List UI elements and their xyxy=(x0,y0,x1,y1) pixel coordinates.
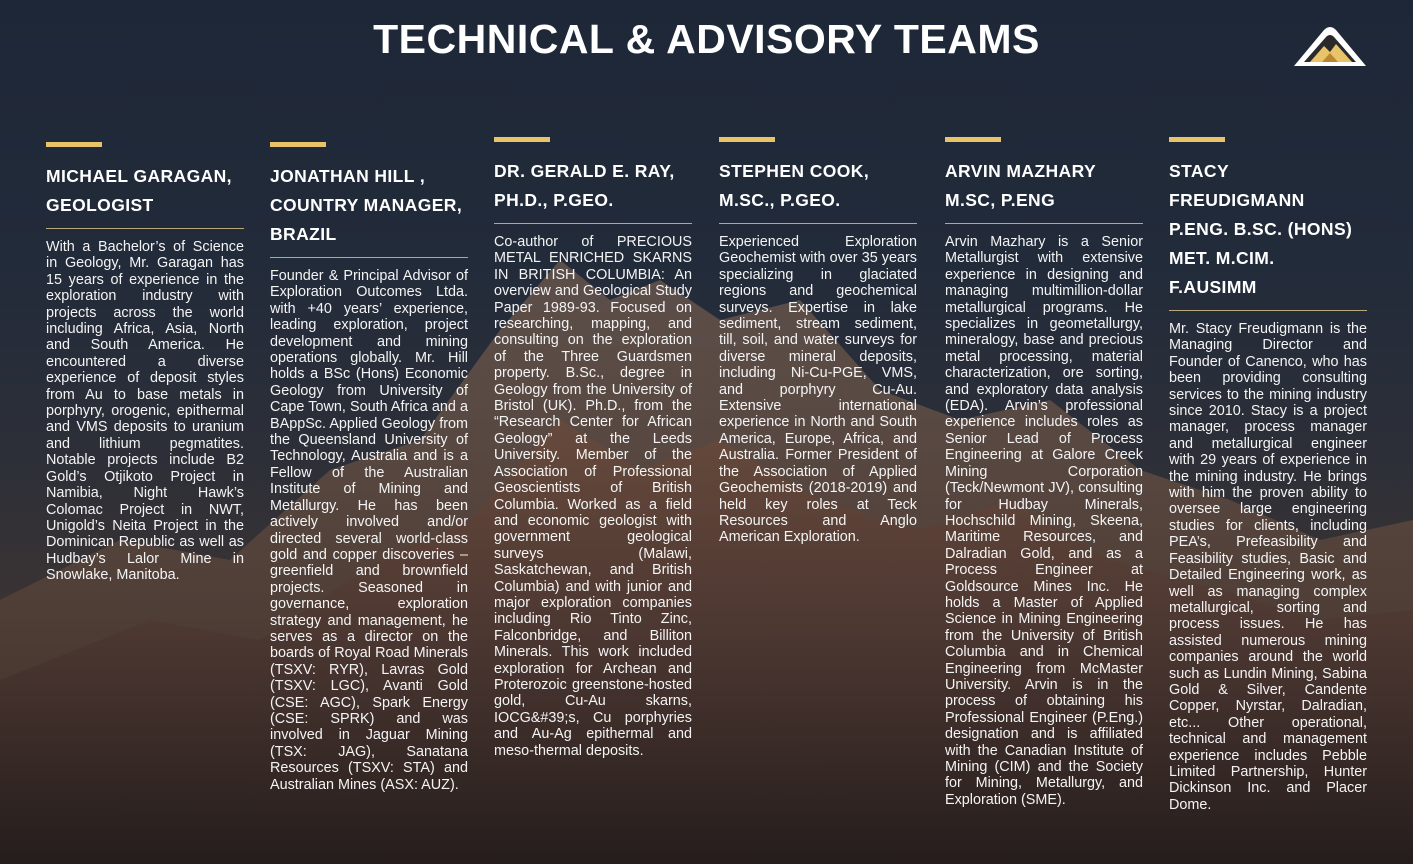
page-title: TECHNICAL & ADVISORY TEAMS xyxy=(373,16,1040,62)
member-bio: Co-author of PRECIOUS METAL ENRICHED SKARNS IN BRITISH COLUMBIA: An overview and Geological Study Paper 1989-93. Focused on researching, mapping, and consulting on the exploration of the Three Guardsmen property. B.Sc., degree in Geology from the University of Bristol (UK). Ph.D., from the “Research Center for African Geology” at the Leeds University. Member of the Association of Professional Geoscientists of British Columbia. Worked as a field and economic geologist with government geological surveys (Malawi, Saskatchewan, and British Columbia) and with junior and major exploration companies including Rio Tinto Zinc, Falconbridge, and Billiton Minerals. This work included exploration for Archean and Proterozoic greenstone-hosted gold, Cu-Au skarns, IOCG&#39;s, Cu porphyries and Au-Ag epithermal and meso-thermal deposits. xyxy=(494,234,692,759)
accent-bar xyxy=(945,137,1001,142)
member-bio: Mr. Stacy Freudigmann is the Managing Director and Founder of Canenco, who has been providing consulting services to the mining industry since 2010. Stacy is a project manager, process manager and metallurgical engineer with 29 years of experience in the mining industry. He brings with him the proven ability to oversee large engineering studies for clients, including PEA’s, Prefeasibility and Feasibility studies, Basic and Detailed Engineering work, as well as managing complex metallurgical, sorting and process issues. He has assisted numerous mining companies around the world such as Lundin Mining, Sabina Gold & Silver, Candente Copper, Nyrstar, Dalradian, etc... Other operational, technical and management experience includes Pebble Limited Partnership, Hunter Dickinson Inc. and Placer Dome. xyxy=(1169,321,1367,813)
member-bio: Experienced Exploration Geochemist with over 35 years specializing in glaciated regions and geochemical surveys. Expertise in lake sediment, stream sediment, till, soil, and water surveys for diverse mineral deposits, including Ni-Cu-PGE, VMS, and porphyry Cu-Au. Extensive international experience in North and South America, Europe, Africa, and Australia. Former President of the Association of Applied Geochemists (2018-2019) and held key roles at Teck Resources and Anglo American Exploration. xyxy=(719,234,917,546)
mountain-peak-icon xyxy=(1290,24,1370,70)
member-name: JONATHAN HILL , COUNTRY MANAGER, BRAZIL xyxy=(270,162,468,258)
team-member-card xyxy=(945,137,1143,808)
member-name: STACY FREUDIGMANN P.ENG. B.SC. (HONS) MET. M.CIM. F.AUSIMM xyxy=(1169,157,1367,311)
member-name: ARVIN MAZHARY M.SC, P.ENG xyxy=(945,157,1143,224)
team-member-card xyxy=(719,137,917,546)
accent-bar xyxy=(494,137,550,142)
member-bio: Arvin Mazhary is a Senior Metallurgist with extensive experience in designing and managing multimillion-dollar metallurgical programs. He specializes in geometallurgy, mineralogy, base and precious metal processing, material characterization, ore sorting, and exploratory data analysis (EDA). Arvin’s professional experience includes roles as Senior Lead of Process Engineering at Galore Creek Mining Corporation (Teck/Newmont JV), consulting for Hudbay Minerals, Hochschild Mining, Skeena, Maritime Resources, and Dalradian Gold, and as a Process Engineer at Goldsource Mines Inc. He holds a Master of Applied Science in Mining Engineering from the University of British Columbia and in Chemical Engineering from McMaster University. Arvin is in the process of obtaining his Professional Engineer (P.Eng.) designation and is affiliated with the Canadian Institute of Mining (CIM) and the Society for Mining, Metallurgy, and Exploration (SME). xyxy=(945,234,1143,808)
member-name: STEPHEN COOK, M.SC., P.GEO. xyxy=(719,157,917,224)
team-member-card xyxy=(270,142,468,793)
member-bio: Founder & Principal Advisor of Exploration Outcomes Ltda. with +40 years’ experience, leading exploration, project development and mining operations globally. Mr. Hill holds a BSc (Hons) Economic Geology from University of Cape Town, South Africa and a BAppSc. Applied Geology from the Queensland University of Technology, Australia and is a Fellow of the Australian Institute of Mining and Metallurgy. He has been actively involved and/or directed several world-class gold and copper discoveries – greenfield and brownfield projects. Seasoned in governance, exploration strategy and management, he serves as a director on the boards of Royal Road Minerals (TSXV: RYR), Lavras Gold (TSXV: LGC), Avanti Gold (CSE: AGC), Spark Energy (CSE: SPRK) and was involved in Jaguar Mining (TSX: JAG), Sanatana Resources (TSXV: STA) and Australian Mines (ASX: AUZ). xyxy=(270,268,468,793)
accent-bar xyxy=(270,142,326,147)
member-name: DR. GERALD E. RAY, PH.D., P.GEO. xyxy=(494,157,692,224)
team-member-card xyxy=(494,137,692,759)
team-member-card xyxy=(46,142,244,584)
accent-bar xyxy=(1169,137,1225,142)
accent-bar xyxy=(719,137,775,142)
accent-bar xyxy=(46,142,102,147)
member-name: MICHAEL GARAGAN, GEOLOGIST xyxy=(46,162,244,229)
member-bio: With a Bachelor’s of Science in Geology, Mr. Garagan has 15 years of experience in the exploration industry with projects across the world including Africa, Asia, North and South America. He encountered a diverse experience of deposit styles from Au to base metals in porphyry, orogenic, epithermal and VMS deposits to uranium and lithium pegmatites. Notable projects include B2 Gold’s Otjikoto Project in Namibia, Night Hawk’s Colomac Project in NWT, Unigold’s Neita Project in the Dominican Republic as well as Hudbay’s Lalor Mine in Snowlake, Manitoba. xyxy=(46,239,244,584)
team-member-card xyxy=(1169,137,1367,813)
